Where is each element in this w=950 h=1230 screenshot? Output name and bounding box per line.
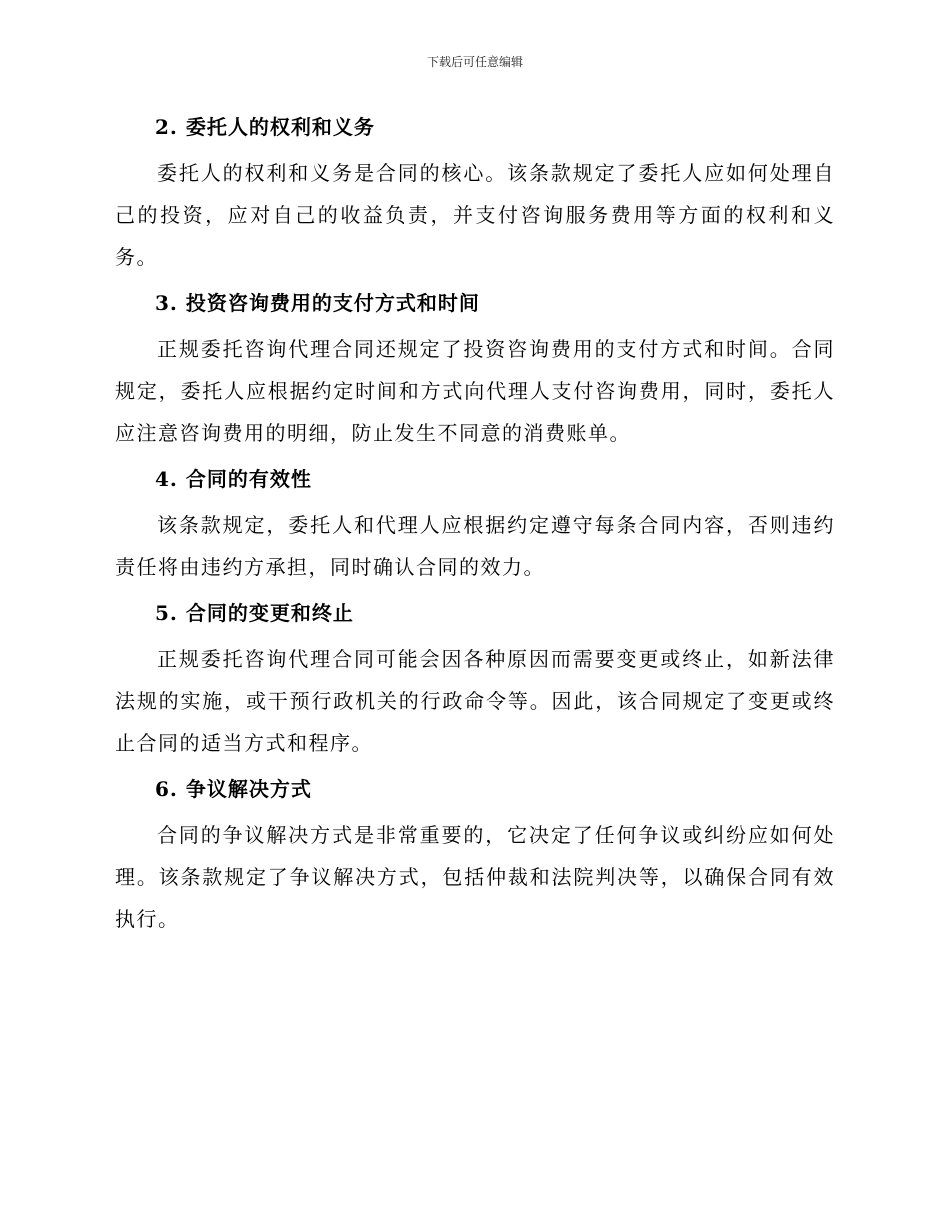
page-header: 下载后可任意编辑 [426,55,523,69]
section-heading: 4. 合同的有效性 [155,467,312,491]
section-heading: 6. 争议解决方式 [155,777,312,801]
section-paragraph: 正规委托咨询代理合同还规定了投资咨询费用的支付方式和时间。合同规定，委托人应根据约定时间和方式向代理人支付咨询费用，同时，委托人应注意咨询费用的明细，防止发生不同意的消费账单。 [115,337,835,445]
section-fee-payment [115,282,835,454]
section-paragraph: 正规委托咨询代理合同可能会因各种原因而需要变更或终止，如新法律法规的实施，或干预行政机关的行政命令等。因此，该合同规定了变更或终止合同的适当方式和程序。 [115,647,835,755]
section-heading: 2. 委托人的权利和义务 [155,115,375,139]
section-dispute-resolution [115,768,835,940]
section-paragraph: 该条款规定，委托人和代理人应根据约定遵守每条合同内容，否则违约责任将由违约方承担，同时确认合同的效力。 [115,513,835,579]
section-paragraph: 委托人的权利和义务是合同的核心。该条款规定了委托人应如何处理自己的投资，应对自己的收益负责，并支付咨询服务费用等方面的权利和义务。 [115,161,835,269]
section-paragraph: 合同的争议解决方式是非常重要的，它决定了任何争议或纠纷应如何处理。该条款规定了争议解决方式，包括仲裁和法院判决等，以确保合同有效执行。 [115,823,835,931]
section-heading: 5. 合同的变更和终止 [155,601,354,625]
section-heading: 3. 投资咨询费用的支付方式和时间 [155,291,480,315]
section-validity [115,458,835,588]
section-client-rights [115,106,835,278]
document-body [115,106,835,944]
section-change-termination [115,592,835,764]
